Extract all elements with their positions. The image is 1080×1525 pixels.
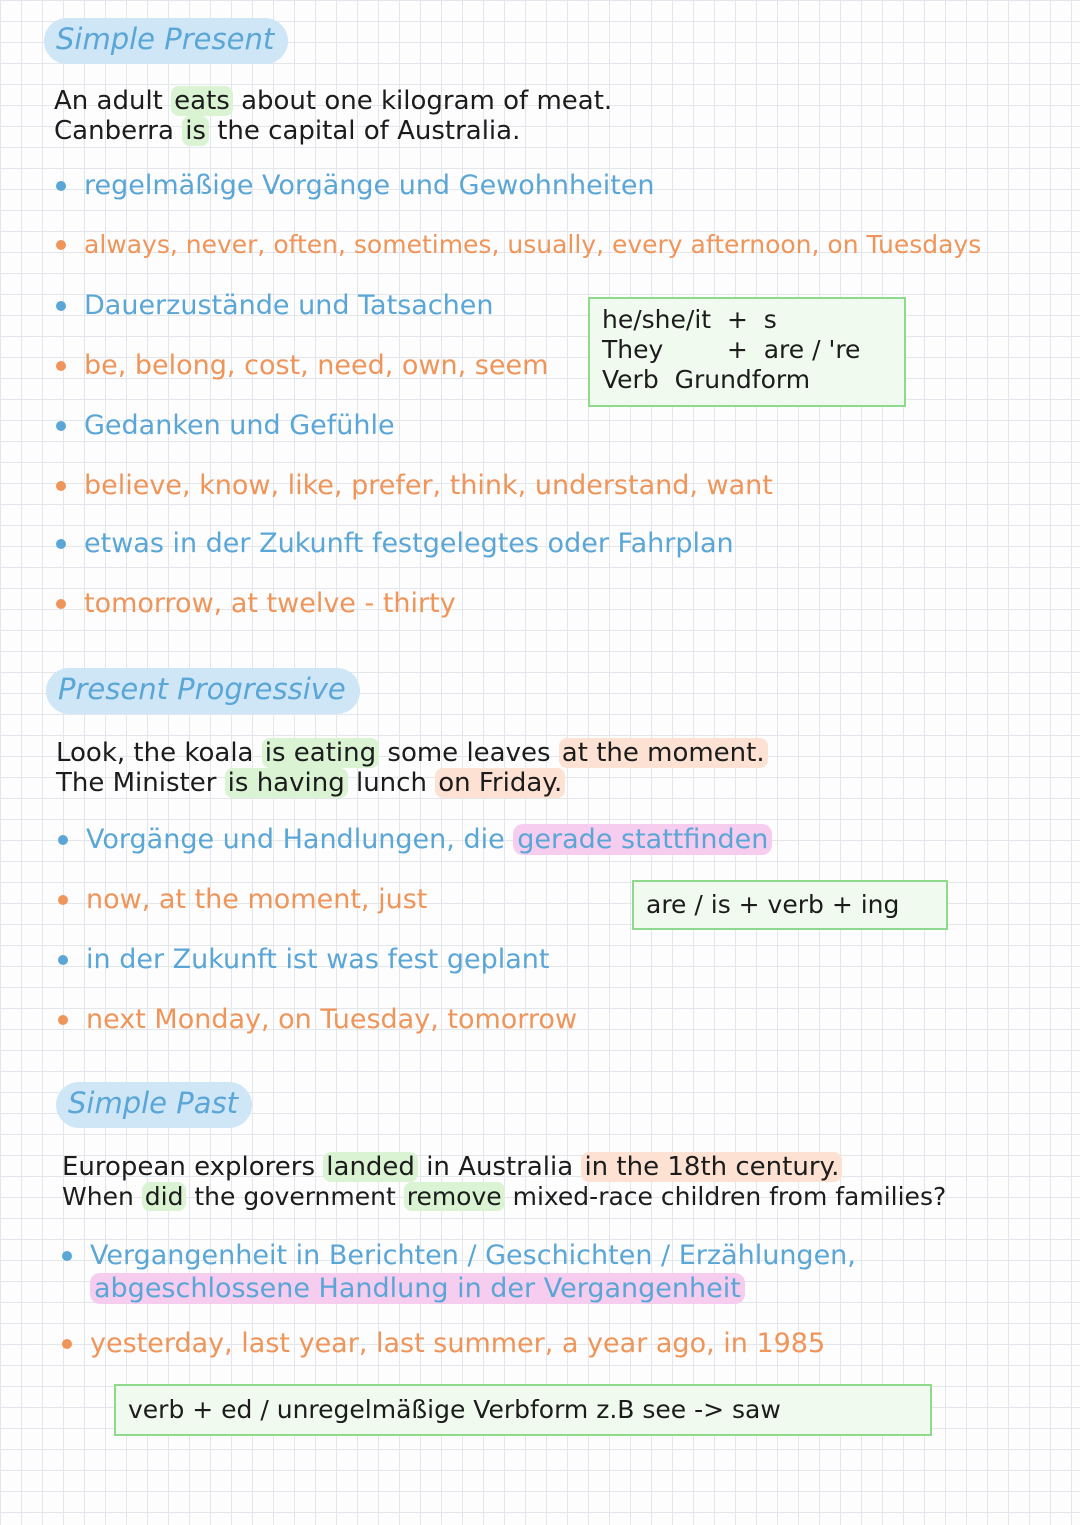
sentence-text: in Australia [417,1152,582,1182]
example-sentence [54,116,520,146]
list-item [56,350,548,381]
list-item [58,824,772,855]
list-item-label: always, never, often, sometimes, usually, every afternoon, on Tuesdays [84,230,982,259]
bullet-icon [56,361,66,371]
list-item [58,1004,577,1035]
list-item [56,290,493,321]
highlight-verb: landed [323,1152,418,1182]
list-item [56,588,456,619]
rule-box [632,880,948,930]
bullet-icon [56,599,66,609]
sentence-text: When [62,1182,142,1211]
list-item-label: Dauerzustände und Tatsachen [84,290,494,321]
highlight-time: in the 18th century. [581,1152,842,1182]
rule-line: are / is + verb + ing [646,890,900,919]
sentence-text: The Minister [56,768,225,798]
bullet-icon [62,1339,72,1349]
example-sentence [56,738,768,768]
highlight-time: at the moment. [559,738,768,768]
list-item-label [86,824,772,855]
list-item-text: Vorgänge und Handlungen, die [86,824,514,855]
example-sentence [54,86,612,116]
bullet-icon [58,895,68,905]
sentence-text: mixed-race children from families? [504,1182,947,1211]
list-item [56,528,734,559]
list-item-label: tomorrow, at twelve - thirty [84,588,456,619]
sentence-text: An adult [54,86,172,116]
highlight-verb: eats [171,86,233,116]
rule-line: They + are / 're [602,335,861,364]
sentence-text: European explorers [62,1152,324,1182]
heading-simple-past: Simple Past [56,1082,252,1128]
highlight-verb: is having [225,768,348,798]
example-sentence [56,768,565,798]
list-item-label: Gedanken und Gefühle [84,410,395,441]
list-item [62,1328,825,1359]
bullet-icon [56,421,66,431]
highlight-verb: is eating [262,738,379,768]
list-item-label: in der Zukunft ist was fest geplant [86,944,550,975]
bullet-icon [62,1251,72,1261]
list-item-label: believe, know, like, prefer, think, understand, want [84,470,773,501]
bullet-icon [56,481,66,491]
list-item-label: Vergangenheit in Berichten / Geschichten / Erzählungen, [90,1240,856,1271]
list-item-label: yesterday, last year, last summer, a year ago, in 1985 [90,1328,826,1359]
heading-simple-present: Simple Present [44,18,288,64]
bullet-icon [58,835,68,845]
list-item-label: etwas in der Zukunft festgelegtes oder Fahrplan [84,528,734,559]
highlight-time: on Friday. [435,768,565,798]
highlight-verb: remove [404,1182,505,1211]
list-item [62,1240,856,1304]
bullet-icon [58,1015,68,1025]
list-item-label: next Monday, on Tuesday, tomorrow [86,1004,578,1035]
rule-line: Verb Grundform [602,365,811,394]
highlight-verb: is [182,116,209,146]
example-sentence [62,1182,946,1211]
list-item-label: regelmäßige Vorgänge und Gewohnheiten [84,170,655,201]
list-item-label: now, at the moment, just [86,884,428,915]
bullet-icon [58,955,68,965]
sentence-text: Canberra [54,116,183,146]
bullet-icon [56,240,66,250]
list-item-label: be, belong, cost, need, own, seem [84,350,549,381]
example-sentence [62,1152,842,1182]
list-item [56,410,395,441]
list-item [58,884,427,915]
highlight-phrase: abgeschlossene Handlung in der Vergangenheit [90,1273,745,1304]
sentence-text: lunch [347,768,436,798]
sentence-text: Look, the koala [56,738,262,768]
sentence-text: the capital of Australia. [208,116,521,146]
bullet-icon [56,539,66,549]
highlight-phrase: gerade stattfinden [513,824,772,855]
rule-line: verb + ed / unregelmäßige Verbform z.B see -> saw [128,1395,781,1424]
rule-box [114,1384,932,1436]
highlight-verb: did [142,1182,187,1211]
list-item [58,944,549,975]
sentence-text: about one kilogram of meat. [232,86,613,116]
bullet-icon [56,301,66,311]
sentence-text: some leaves [379,738,559,768]
list-item [56,470,773,501]
list-item [56,230,981,259]
bullet-icon [56,181,66,191]
rule-line: he/she/it + s [602,305,777,334]
rule-box [588,297,906,407]
list-item [56,170,655,201]
sentence-text: the government [186,1182,404,1211]
heading-present-progressive: Present Progressive [46,668,360,714]
